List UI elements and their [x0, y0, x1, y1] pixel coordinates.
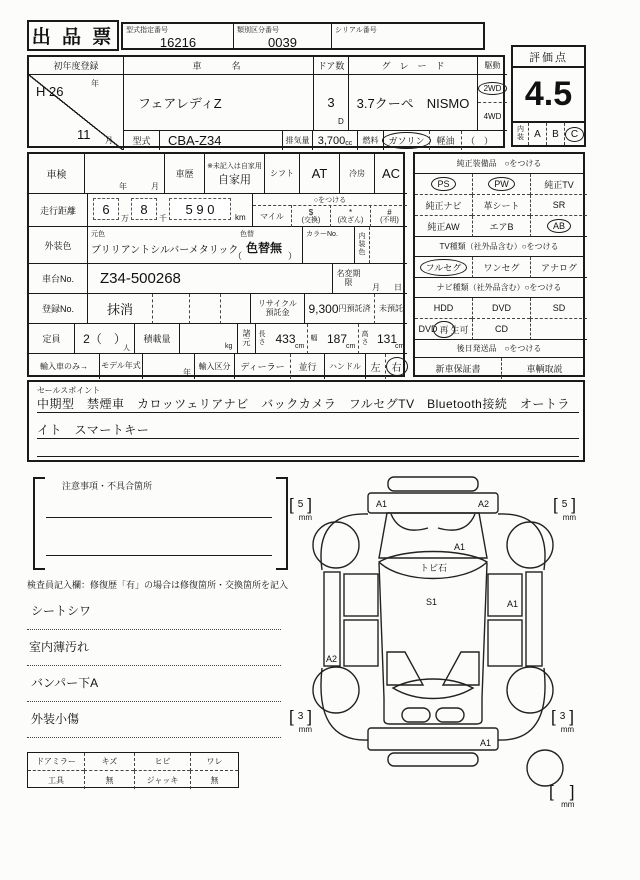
drive-2wd-selected: 2WD: [483, 84, 502, 93]
equip-pw-selected: PW: [494, 179, 509, 189]
bracket-close: ]: [307, 707, 313, 726]
mileage-unknown-symbol: #: [387, 207, 392, 217]
model-designation-cell: [123, 24, 233, 48]
odometer-man: 6: [102, 201, 110, 217]
tools-ware: ワレ: [206, 757, 223, 766]
navi-sd: SD: [552, 303, 566, 313]
mileage-tamper-symbol: *: [348, 207, 353, 217]
fuel-label: 燃料: [362, 136, 379, 145]
height-unit: cm: [395, 343, 405, 350]
deck-bump-right: [436, 708, 464, 722]
length-cell: [255, 324, 307, 354]
vehicle-table: [27, 55, 505, 148]
measure-front-left-unit: mm: [298, 513, 313, 522]
headlight-right: [438, 514, 475, 530]
ship-warranty: 新車保証書: [435, 364, 481, 374]
damage-roof: S1: [426, 597, 438, 607]
model-code-label: 型式: [132, 136, 151, 146]
inspector-note-3: バンパー下A: [31, 676, 99, 690]
tools-kougu-value: 無: [105, 775, 114, 785]
equip-ab-selected: AB: [552, 221, 565, 231]
door-left-rear: [344, 620, 378, 666]
navi-hdd: HDD: [433, 303, 454, 313]
displacement-label: 排気量: [285, 136, 310, 145]
height-label: 高さ: [361, 331, 369, 346]
first-reg-month: 11: [77, 127, 91, 142]
color-change-close: ）: [288, 251, 298, 261]
color-change-label: 色替: [240, 231, 254, 238]
score-label: 評価点: [529, 51, 568, 64]
chassis-value: Z34-500268: [100, 270, 181, 287]
measure-front-left-value: 5: [297, 499, 304, 510]
tools-jack-value: 無: [210, 775, 219, 785]
navi-blank: [530, 319, 587, 340]
rocker-right: [526, 572, 542, 666]
history-label: 車歴: [175, 169, 194, 179]
wheel-front-left: [313, 522, 359, 568]
wheel-rear-right: [507, 667, 553, 713]
damage-hood: A1: [454, 542, 466, 552]
serial-label: シリアル番号: [335, 27, 377, 34]
measure-rear-left-unit: mm: [298, 725, 313, 734]
navi-dvd: DVD: [491, 303, 511, 313]
door-right-rear: [488, 620, 522, 666]
load-cell: [179, 324, 237, 354]
capacity-unit: 人: [123, 345, 130, 352]
base-color-label: 元色: [91, 231, 105, 238]
odometer-sen-unit: 千: [159, 214, 167, 223]
tv-analog: アナログ: [540, 262, 577, 273]
fender-front-right: [498, 514, 545, 570]
equipment-table: [413, 152, 585, 377]
interior-label: 内装: [517, 126, 524, 141]
mileage-tamper-caption: (改ざん): [337, 216, 364, 224]
damage-right-side: A1: [507, 599, 519, 609]
length-value: 433: [275, 331, 296, 346]
bracket-open: [: [549, 782, 554, 801]
capacity-label: 定員: [42, 334, 61, 344]
tv-type-title: TV種類（社外品含む）○をつける: [439, 242, 559, 251]
first-reg-year-unit: 年: [91, 79, 99, 88]
tools-doormirror: ドアミラー: [36, 757, 76, 766]
fuel-gasoline-selected: ガソリン: [388, 136, 425, 146]
color-no-cell: [302, 227, 354, 264]
rocker-left: [324, 572, 340, 666]
measure-rear-right-unit: mm: [560, 725, 575, 734]
inspector-note-1: シートシワ: [31, 604, 92, 618]
rear-window: [393, 679, 473, 699]
odometer-rest: 5 9 0: [185, 201, 215, 217]
fender-rear-right: [498, 668, 545, 740]
name-change-day-unit: 日: [394, 283, 402, 292]
measure-rear-right-value: 3: [559, 711, 566, 722]
rear-bumper: [368, 728, 498, 750]
drive-cell: [477, 75, 507, 130]
fuel-other: （ ）: [466, 136, 494, 146]
score-value: 4.5: [524, 75, 573, 113]
car-name-value: フェアレディZ: [138, 96, 222, 111]
name-change-label: 名変期限: [336, 268, 361, 287]
chassis-label: 車台No.: [41, 274, 74, 284]
fender-rear-left: [321, 668, 368, 740]
displacement-value: 3,700: [317, 134, 346, 147]
doors-label: ドア数: [317, 61, 345, 71]
serial-cell: [331, 24, 487, 48]
fuel-diesel: 軽油: [436, 136, 455, 146]
recycle-suffix: 円預託済: [338, 304, 371, 313]
measure-spare-unit: mm: [561, 800, 575, 809]
equip-sr: SR: [552, 200, 566, 210]
score-header: [511, 45, 586, 68]
door-right-front: [488, 574, 522, 616]
history-value: 自家用: [218, 173, 251, 186]
damage-windshield: トビ石: [420, 563, 448, 573]
tv-fullseg-selected: フルセグ: [425, 262, 462, 273]
bracket-open: [: [553, 495, 558, 514]
caution-line-1: [46, 490, 272, 518]
bracket-close: ]: [569, 707, 575, 726]
caution-line-2: [46, 522, 272, 556]
model-row: [123, 130, 507, 150]
sheet-title: [27, 20, 119, 51]
interior-grade-row: [511, 121, 586, 147]
displacement-unit: cc: [345, 140, 353, 147]
import-class-label: 輸入区分: [198, 362, 231, 371]
first-reg-year: H 26: [36, 84, 64, 99]
interior-grade-c-selected: C: [570, 128, 579, 140]
tools-kougu: 工具: [48, 775, 64, 785]
inspector-header: 検査員記入欄：修復歴「有」の場合は修復箇所・交換箇所を記入: [27, 580, 289, 590]
condition-table: [27, 152, 405, 377]
bracket-close: ]: [569, 782, 575, 801]
history-note: ※未記入は自家用: [207, 162, 262, 170]
equip-aw: 純正AW: [427, 221, 460, 232]
import-only-label: 輸入車のみ→: [40, 362, 88, 371]
interior-grade-b: B: [552, 128, 559, 140]
name-change-month-unit: 月: [372, 283, 380, 292]
ac-value: AC: [381, 166, 401, 181]
width-value: 187: [326, 331, 348, 346]
reg-blank-1: [152, 294, 189, 324]
interior-grade-a: A: [534, 128, 541, 140]
color-no-label: カラーNo.: [306, 231, 338, 238]
tv-oneseg: ワンセグ: [483, 262, 520, 273]
import-parallel: 並行: [298, 362, 317, 372]
sales-line-1: 中期型 禁煙車 カロッツェリアナビ バックカメラ フルセグTV Bluetooth接続 オートラ: [37, 397, 570, 411]
odometer-unit: km: [235, 213, 246, 222]
model-code-value: CBA-Z34: [168, 133, 222, 148]
bracket-close: ]: [307, 495, 313, 514]
model-year-unit: 年: [183, 368, 191, 377]
damage-rear: A1: [480, 738, 492, 748]
bracket-open: [: [551, 707, 556, 726]
spare-tire: [527, 750, 563, 786]
odometer-sen: 8: [140, 201, 148, 217]
model-designation-label: 型式指定番号: [126, 27, 168, 34]
caution-title: 注意事項・不具合箇所: [62, 481, 153, 491]
equip-tv: 純正TV: [544, 179, 574, 190]
mileage-label: 走行距離: [39, 205, 76, 216]
measure-front-right-value: 5: [561, 499, 568, 510]
navi-dvd-play-circled: 再: [439, 324, 449, 335]
equip-ps-selected: PS: [437, 179, 450, 189]
sheet-title-text: 出 品 票: [31, 27, 115, 48]
fender-front-left: [321, 514, 368, 570]
drive-label: 駆動: [484, 61, 501, 70]
door-left-front: [344, 574, 378, 616]
shaken-year-unit: 年: [119, 182, 127, 191]
car-name-label: 車 名: [192, 61, 245, 71]
model-designation-value: 16216: [159, 34, 197, 50]
score-box: [511, 66, 586, 123]
bracket-open: [: [289, 495, 294, 514]
wheel-front-right: [507, 522, 553, 568]
mileage-exchange-caption: (交換): [301, 216, 321, 224]
mileage-unknown-caption: (不明): [380, 216, 399, 224]
inspector-notes: [27, 594, 281, 738]
equip-leather: 革シート: [483, 200, 520, 211]
headlight-left: [391, 514, 428, 530]
measure-rear-left-value: 3: [297, 711, 304, 722]
wheel-rear-left: [313, 667, 359, 713]
width-unit: cm: [346, 343, 356, 350]
interior-color-cell: [354, 227, 407, 264]
reg-blank-3: [220, 294, 250, 324]
reg-blank-2: [189, 294, 220, 324]
navi-dvd-play-prefix: DVD: [418, 324, 438, 334]
inspector-note-4: 外装小傷: [31, 712, 80, 726]
front-lip: [388, 477, 478, 491]
handle-right-selected: 右: [390, 359, 404, 374]
model-year-cell: [142, 354, 194, 379]
grade-value: 3.7クーペ NISMO: [356, 96, 470, 111]
id-number-box: [121, 22, 485, 50]
handle-label: ハンドル: [329, 362, 361, 371]
recycle-alt: 未預託: [379, 304, 403, 313]
navi-dvd-play-cell: [415, 319, 472, 340]
rear-deck: [384, 698, 482, 724]
doors-cell: [313, 75, 348, 130]
car-damage-diagram: [290, 472, 576, 808]
navi-cd: CD: [495, 324, 508, 334]
equip-airbag: エアB: [489, 221, 514, 232]
bracket-open: [: [289, 707, 294, 726]
length-label: 長さ: [258, 331, 266, 346]
equip-navi: 純正ナビ: [425, 200, 462, 211]
base-color-value: ブリリアントシルバーメタリック: [91, 245, 239, 256]
load-label: 積載量: [143, 334, 171, 344]
ac-label: 冷房: [349, 169, 365, 178]
mileage-exchange-symbol: $: [308, 207, 314, 217]
measure-front-right-unit: mm: [562, 513, 577, 522]
recycle-label: リサイクル預託金: [258, 298, 297, 317]
damage-left-side: A2: [326, 654, 338, 664]
navi-dvd-play-suffix: 生可: [450, 324, 469, 335]
sales-line-2: イト スマートキー: [37, 423, 150, 437]
recycle-value: 9,300: [308, 301, 339, 316]
handle-left: 左: [370, 363, 381, 374]
drive-4wd: 4WD: [483, 112, 502, 121]
caution-bracket-left: [33, 477, 45, 570]
shift-label: シフト: [270, 169, 294, 178]
load-unit: kg: [225, 343, 233, 350]
bracket-close: ]: [571, 495, 577, 514]
tools-table: [27, 752, 239, 788]
ship-manual: 車輌取説: [526, 364, 563, 374]
equipment-title: 純正装備品 ○をつける: [456, 159, 542, 168]
navi-type-title: ナビ種類（社外品含む）○をつける: [436, 283, 562, 292]
cabin-right-edge: [482, 563, 487, 698]
color-change-value: 色替無: [246, 241, 283, 255]
odometer-man-unit: 万: [121, 214, 129, 223]
damage-front-left: A1: [376, 499, 388, 509]
mileage-flags: [252, 194, 407, 227]
sales-points-label: セールスポイント: [37, 386, 101, 395]
shift-value: AT: [311, 166, 328, 181]
name-change-date-cell: [364, 264, 407, 294]
inspector-note-2: 室内薄汚れ: [29, 640, 90, 654]
reg-no-label: 登録No.: [41, 304, 74, 314]
class-code-label: 類別区分番号: [237, 27, 279, 34]
color-change-open: （: [233, 251, 243, 261]
interior-color-label: 内装色: [358, 233, 366, 256]
dimensions-label: 諸元: [242, 328, 251, 347]
ship-later-title: 後日発送品 ○をつける: [456, 344, 542, 353]
capacity-value: 2（ ）: [83, 332, 126, 346]
capacity-cell: [74, 324, 134, 354]
tools-hibi: ヒビ: [154, 757, 171, 766]
mileage-mile: マイル: [260, 211, 284, 221]
height-cell: [358, 324, 407, 354]
grade-label: グ レ ー ド: [381, 61, 445, 71]
reg-no-value: 抹消: [106, 302, 133, 317]
history-cell: [204, 154, 264, 194]
doors-value: 3: [327, 95, 335, 110]
class-code-cell: [233, 24, 331, 48]
import-dealer: ディーラー: [240, 362, 285, 372]
first-reg-cell: [29, 75, 123, 150]
first-reg-label: 初年度登録: [53, 61, 99, 71]
length-unit: cm: [295, 343, 305, 350]
tools-jack: ジャッキ: [146, 775, 179, 785]
width-cell: [307, 324, 358, 354]
odometer-cell: [87, 194, 252, 227]
caution-bracket-right: [276, 477, 288, 570]
damage-front-right: A2: [478, 499, 490, 509]
width-label: 幅: [310, 335, 318, 343]
shaken-label: 車検: [46, 170, 67, 181]
height-value: 131: [376, 331, 398, 346]
tools-kizu: キズ: [101, 757, 118, 766]
model-year-label: モデル年式: [101, 361, 141, 371]
shaken-month-unit: 月: [151, 182, 159, 191]
exterior-color-label: 外装色: [44, 240, 72, 251]
first-reg-month-unit: 月: [105, 136, 113, 145]
mileage-circle-note: ○をつける: [313, 196, 347, 204]
shaken-value-cell: [84, 154, 164, 194]
deck-bump-left: [402, 708, 430, 722]
exterior-color-cell: [87, 227, 302, 264]
cabin-left-edge: [379, 563, 384, 698]
doors-unit: D: [338, 117, 344, 126]
sales-points-box: [27, 380, 585, 462]
class-code-value: 0039: [268, 34, 297, 50]
rear-lip: [388, 753, 478, 766]
